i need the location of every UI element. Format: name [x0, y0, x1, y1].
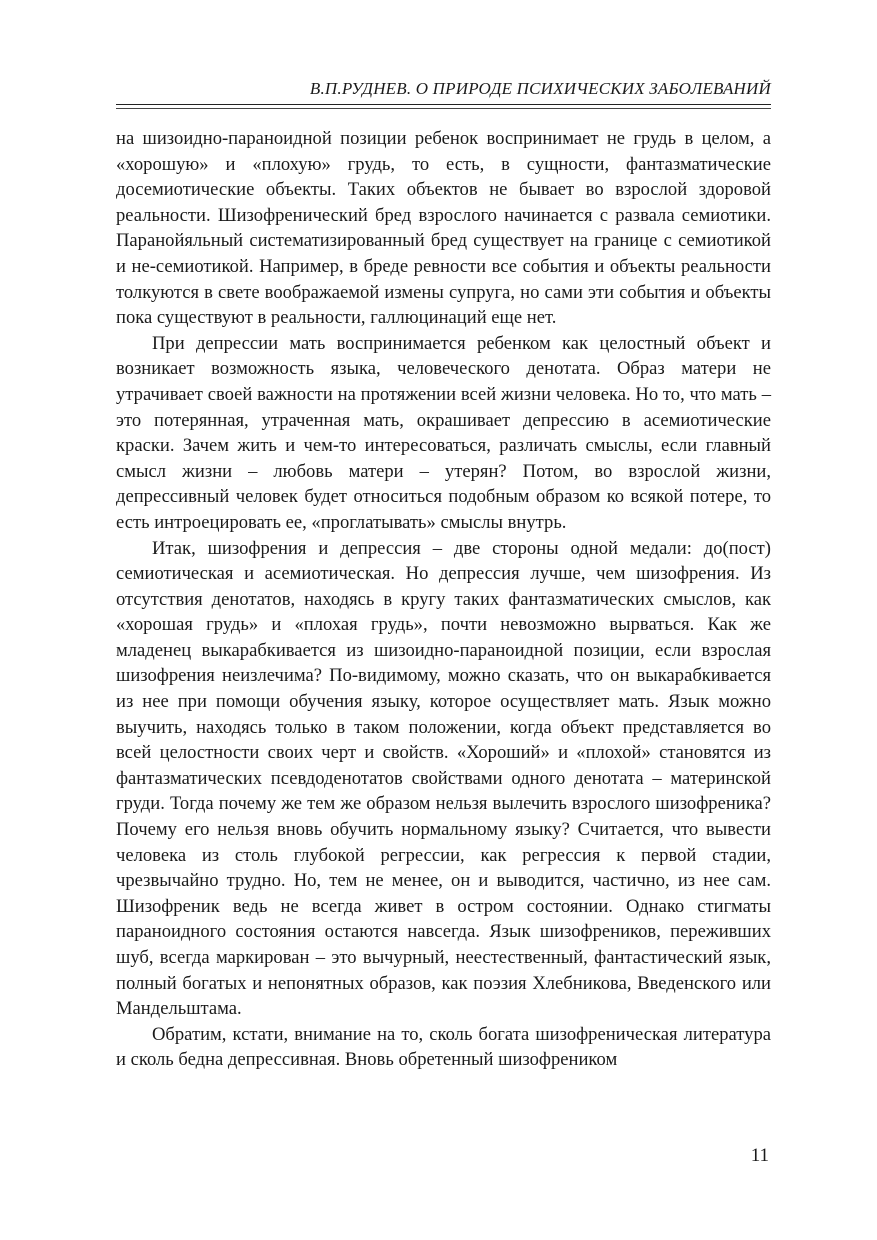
page-number: 11	[750, 1145, 769, 1166]
header-rule-thin	[116, 108, 771, 109]
running-title: В.П.РУДНЕВ. О ПРИРОДЕ ПСИХИЧЕСКИХ ЗАБОЛЕВАНИЙ	[309, 79, 771, 98]
paragraph-2: При депрессии мать воспринимается ребенком как целостный объект и возникает возможность языка, человеческого денотата. Образ матери не утрачивает своей важности на протяжении всей жизни человека. Но то, что мать – это потерянная, утраченная мать, окрашивает депрессию в асемиотические краски. Зачем жить и чем-то интересоваться, различать смыслы, если главный смысл жизни – любовь матери – утерян? Потом, во взрослой жизни, депрессивный человек будет относиться подобным образом ко всякой потере, то есть интроецировать ее, «проглатывать» смыслы внутрь.	[116, 332, 771, 533]
header-rule	[116, 104, 771, 105]
paragraph-3: Итак, шизофрения и депрессия – две стороны одной медали: до(пост) семиотическая и асемиотическая. Но депрессия лучше, чем шизофрения. Из отсутствия денотатов, находясь в кругу таких фантазматических смыслов, как «хорошая грудь» и «плохая грудь», почти невозможно вырваться. Как же младенец выкарабкивается из шизоидно-параноидной позиции, если взрослая шизофрения неизлечима? По-видимому, можно сказать, что он выкарабкивается из нее при помощи обучения языку, которое осуществляет мать. Язык можно выучить, находясь только в таком положении, когда объект представляется во всей целостности своих черт и свойств. «Хороший» и «плохой» становятся из фантазматических псевдоденотатов свойствами одного денотата – материнской груди. Тогда почему же тем же образом нельзя вылечить взрослого шизофреника? Почему его нельзя вновь обучить нормальному языку? Считается, что вывести человека из столь глубокой регрессии, как регрессия к первой стадии, чрезвычайно трудно. Но, тем не менее, он и выводится, частично, из нее сам. Шизофреник ведь не всегда живет в остром состоянии. Однако стигматы параноидного состояния остаются навсегда. Язык шизофреников, переживших шуб, всегда маркирован – это вычурный, неестественный, фантастический язык, полный богатых и непонятных образов, как поэзия Хлебникова, Введенского или Мандельштама.	[116, 537, 771, 1020]
paragraph-1: на шизоидно-параноидной позиции ребенок воспринимает не грудь в целом, а «хорошую» и «плохую» грудь, то есть, в сущности, фантазматические досемиотические объекты. Таких объектов не бывает во взрослой здоровой реальности. Шизофренический бред взрослого начинается с развала семиотики. Паранойяльный систематизированный бред существует на границе с семиотикой и не-семиотикой. Например, в бреде ревности все события и объекты реальности толкуются в свете воображаемой измены супруга, но сами эти события и объекты пока существуют в реальности, галлюцинаций еще нет.	[116, 128, 771, 329]
paragraph-4: Обратим, кстати, внимание на то, сколь богата шизофреническая литература и сколь бедна депрессивная. Вновь обретенный шизофреником	[116, 1023, 771, 1071]
body-text	[116, 126, 771, 1073]
